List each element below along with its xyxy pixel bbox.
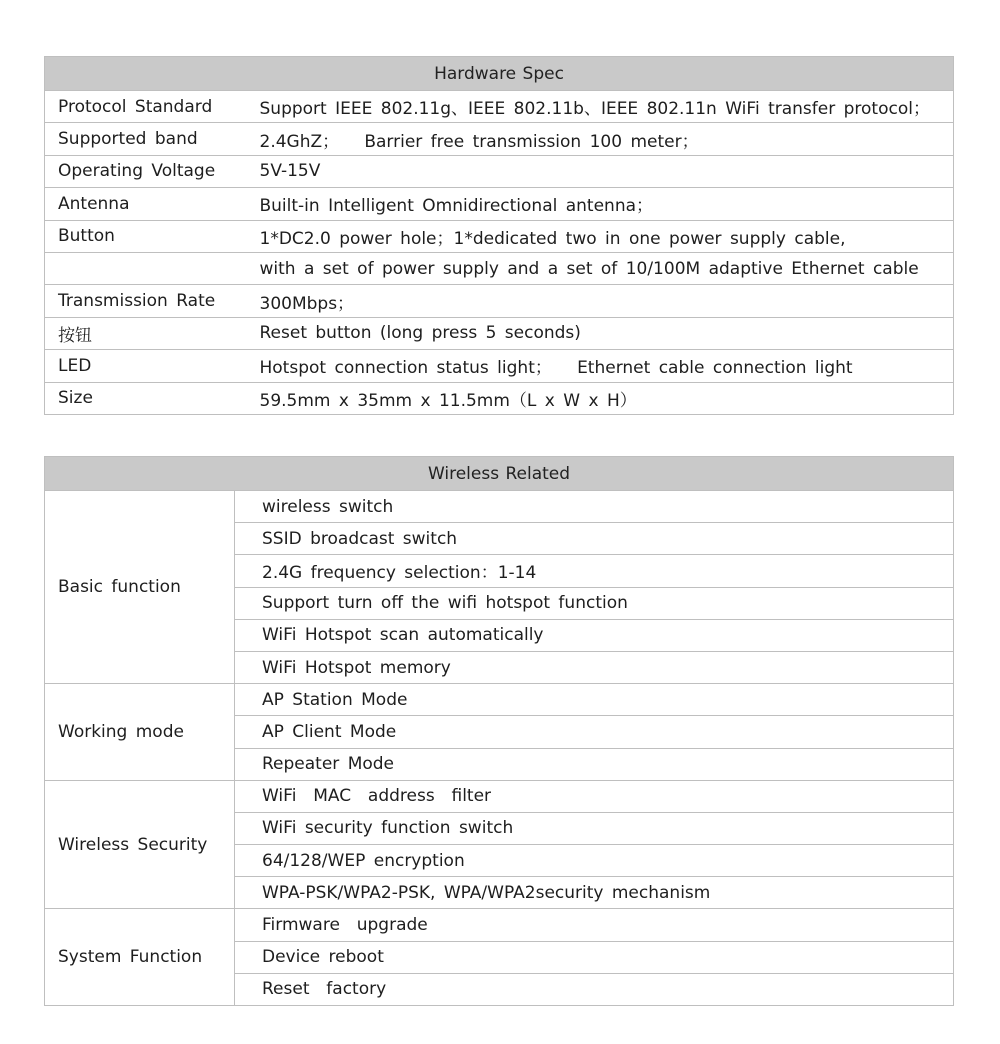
spec-label: Supported band	[45, 123, 246, 155]
feature-item: Reset factory	[235, 973, 954, 1005]
spec-row-reset-button	[45, 317, 954, 349]
feature-item: Firmware upgrade	[235, 909, 954, 941]
feature-item: WPA-PSK/WPA2-PSK, WPA/WPA2security mechanism	[235, 877, 954, 909]
spec-value: 300Mbps；	[246, 285, 954, 317]
feature-item: AP Station Mode	[235, 684, 954, 716]
wireless-related-header-row	[45, 457, 954, 491]
feature-item: Support turn off the wifi hotspot function	[235, 587, 954, 619]
spec-value: 2.4GhZ； Barrier free transmission 100 meter；	[246, 123, 954, 155]
spec-value: Support IEEE 802.11g、IEEE 802.11b、IEEE 802.11n WiFi transfer protocol；	[246, 91, 954, 123]
spec-row-led	[45, 350, 954, 382]
spec-value: 5V-15V	[246, 155, 954, 187]
group-label-system-function: System Function	[45, 909, 235, 1006]
spec-label: Protocol Standard	[45, 91, 246, 123]
wireless-related-table	[44, 456, 954, 1006]
spec-row-button-continued	[45, 252, 954, 284]
spec-value: with a set of power supply and a set of 10/100M adaptive Ethernet cable	[246, 252, 954, 284]
spec-row-protocol-standard	[45, 91, 954, 123]
wireless-related-title: Wireless Related	[45, 457, 954, 491]
spec-label: 按钮	[45, 317, 246, 349]
spec-label: Size	[45, 382, 246, 414]
spec-label: Antenna	[45, 188, 246, 220]
feature-item: WiFi security function switch	[235, 812, 954, 844]
feature-item: AP Client Mode	[235, 716, 954, 748]
feature-item: Device reboot	[235, 941, 954, 973]
feature-item: WiFi MAC address filter	[235, 780, 954, 812]
group-label-working-mode: Working mode	[45, 684, 235, 781]
feature-item: WiFi Hotspot scan automatically	[235, 619, 954, 651]
spec-value: 1*DC2.0 power hole；1*dedicated two in one power supply cable,	[246, 220, 954, 252]
spec-label: Button	[45, 220, 246, 252]
feature-item: Repeater Mode	[235, 748, 954, 780]
spec-label: LED	[45, 350, 246, 382]
spec-row-size	[45, 382, 954, 414]
spec-row-transmission-rate	[45, 285, 954, 317]
spec-value: Built-in Intelligent Omnidirectional antenna；	[246, 188, 954, 220]
spec-label: Transmission Rate	[45, 285, 246, 317]
group-label-wireless-security: Wireless Security	[45, 780, 235, 909]
wireless-row	[45, 684, 954, 716]
spec-row-antenna	[45, 188, 954, 220]
hardware-spec-table	[44, 56, 954, 415]
wireless-row	[45, 491, 954, 523]
feature-item: SSID broadcast switch	[235, 523, 954, 555]
group-label-basic-function: Basic function	[45, 491, 235, 684]
spec-row-operating-voltage	[45, 155, 954, 187]
spec-row-supported-band	[45, 123, 954, 155]
spec-value: Reset button (long press 5 seconds)	[246, 317, 954, 349]
spec-row-button	[45, 220, 954, 252]
feature-item: 2.4G frequency selection：1-14	[235, 555, 954, 587]
feature-item: 64/128/WEP encryption	[235, 845, 954, 877]
feature-item: WiFi Hotspot memory	[235, 651, 954, 683]
spec-value: 59.5mm x 35mm x 11.5mm（L x W x H）	[246, 382, 954, 414]
hardware-spec-header-row	[45, 57, 954, 91]
hardware-spec-title: Hardware Spec	[45, 57, 954, 91]
spec-label: Operating Voltage	[45, 155, 246, 187]
wireless-row	[45, 909, 954, 941]
spec-value: Hotspot connection status light； Ethernet cable connection light	[246, 350, 954, 382]
feature-item: wireless switch	[235, 491, 954, 523]
spec-label	[45, 252, 246, 284]
wireless-row	[45, 780, 954, 812]
